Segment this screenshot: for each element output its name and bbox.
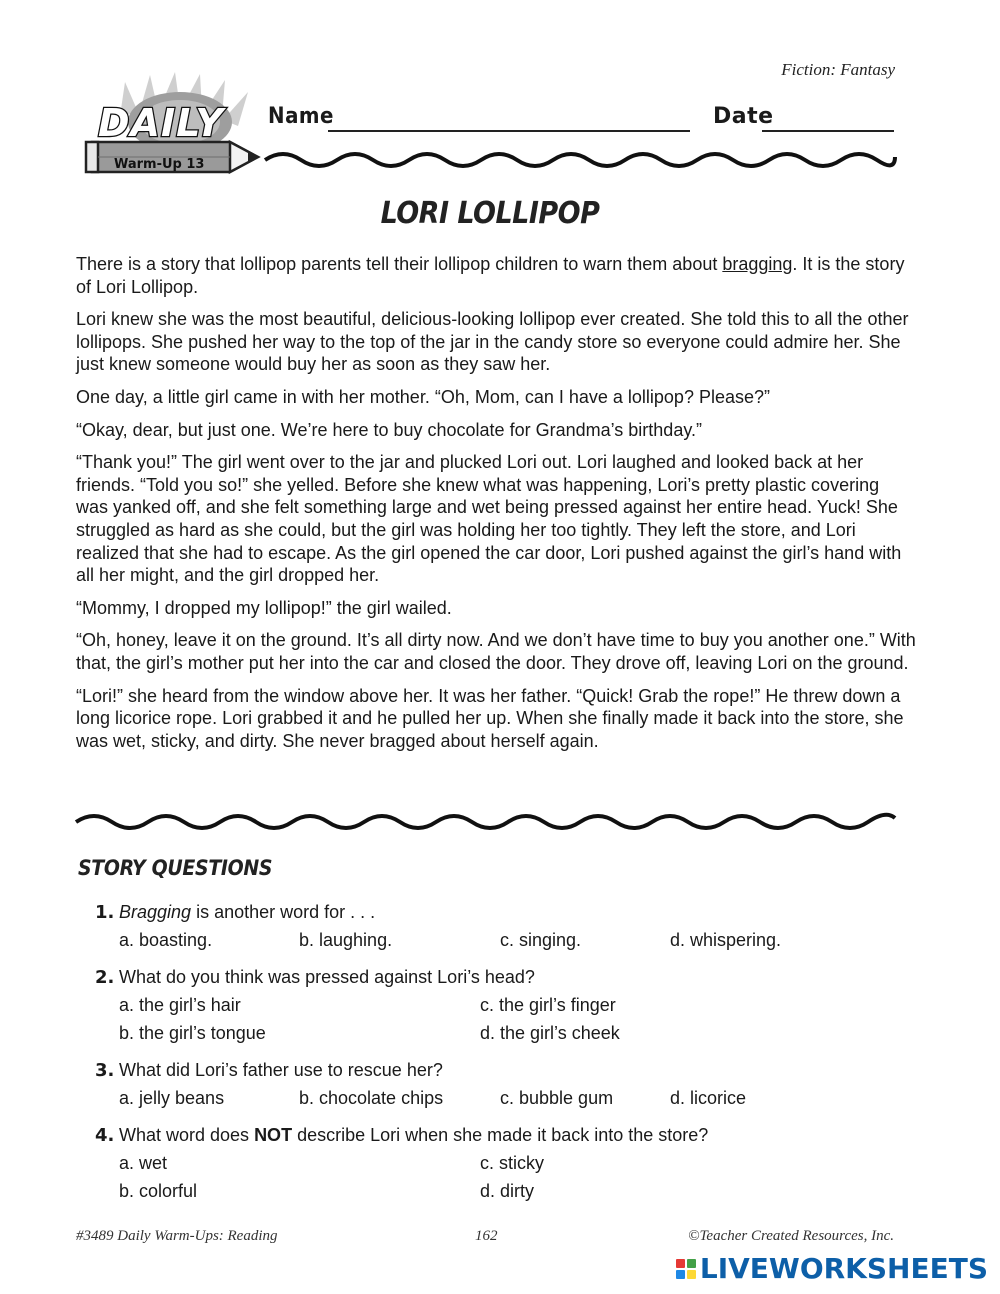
question-number: 1. <box>95 902 115 923</box>
story-paragraph: “Okay, dear, but just one. We’re here to buy chocolate for Grandma’s birthday.” <box>76 419 702 440</box>
date-label: Date <box>713 104 774 129</box>
genre-label: Fiction: Fantasy <box>781 60 895 79</box>
liveworksheets-logo-icon <box>676 1259 696 1279</box>
question-number: 2. <box>95 967 115 988</box>
answer-option[interactable]: c. the girl’s finger <box>480 995 616 1015</box>
story-paragraph: Lori knew she was the most beautiful, delicious-looking lollipop ever created. She told this to all the other lollipops. She pushed her way to the top of the jar in the candy store so everyone could admire her. She just knew someone would buy her as soon as they saw her. <box>76 309 909 375</box>
answer-option[interactable]: d. dirty <box>480 1181 535 1201</box>
answer-option[interactable]: a. wet <box>119 1153 168 1173</box>
answer-option[interactable]: b. chocolate chips <box>299 1088 444 1108</box>
question-text: What do you think was pressed against Lori’s head? <box>119 967 535 987</box>
name-input-line[interactable] <box>328 130 690 132</box>
answer-option[interactable]: c. singing. <box>500 930 582 950</box>
watermark-text: LIVEWORKSHEETS <box>699 1252 988 1285</box>
question-text: What did Lori’s father use to rescue her? <box>119 1060 443 1080</box>
answer-option[interactable]: d. whispering. <box>670 930 782 950</box>
answer-option[interactable]: c. sticky <box>480 1153 545 1173</box>
answer-option[interactable]: c. bubble gum <box>500 1088 614 1108</box>
story-paragraph: “Lori!” she heard from the window above her. It was her father. “Quick! Grab the rope!” He threw down a long licorice rope. Lori grabbed it and he pulled her up. When she finally made it back into the store, she was wet, sticky, and dirty. She never bragged about herself again. <box>76 685 904 751</box>
footer-book-title: #3489 Daily Warm-Ups: Reading <box>76 1228 278 1244</box>
footer-page-number: 162 <box>475 1228 498 1244</box>
questions-wave-divider <box>0 808 1000 838</box>
question-text: Bragging is another word for . . . <box>119 902 376 922</box>
story-body <box>76 253 916 762</box>
question-text: What word does NOT describe Lori when she made it back into the store? <box>119 1125 709 1145</box>
questions-heading: STORY QUESTIONS <box>78 856 273 880</box>
story-paragraph: “Mommy, I dropped my lollipop!” the girl wailed. <box>76 597 452 618</box>
header-wave-divider <box>0 145 1000 175</box>
question-number: 4. <box>95 1125 115 1146</box>
story-paragraph: “Oh, honey, leave it on the ground. It’s all dirty now. And we don’t have time to buy you another one.” With that, the girl’s mother put her into the car and closed the door. They drove off, leaving Lori on the ground. <box>76 630 916 673</box>
answer-option[interactable]: b. colorful <box>119 1181 198 1201</box>
story-paragraph: “Thank you!” The girl went over to the jar and plucked Lori out. Lori laughed and looked back at her friends. “Told you so!” she yelled. Before she knew what was happening, Lori’s pretty plastic covering was yanked off, and she felt something large and wet being pressed against her entire head. Yuck! She struggled as hard as she could, but the girl was holding her too tightly. They left the store, and Lori realized that she had to escape. As the girl opened the car door, Lori pushed against the girl’s hand with all her might, and the girl dropped her. <box>76 452 902 586</box>
answer-option[interactable]: d. the girl’s cheek <box>480 1023 620 1043</box>
date-input-line[interactable] <box>762 130 894 132</box>
footer-copyright: ©Teacher Created Resources, Inc. <box>688 1228 894 1244</box>
story-paragraph: There is a story that lollipop parents tell their lollipop children to warn them about bragging. It is the story of Lori Lollipop. <box>76 254 905 297</box>
answer-option[interactable]: b. the girl’s tongue <box>119 1023 266 1043</box>
answer-option[interactable]: a. boasting. <box>119 930 213 950</box>
vocab-word: bragging <box>722 254 793 274</box>
answer-option[interactable]: d. licorice <box>670 1088 747 1108</box>
name-label: Name <box>268 104 334 129</box>
story-title: LORI LOLLIPOP <box>380 196 600 231</box>
logo-word: DAILY <box>98 101 224 145</box>
story-paragraph: One day, a little girl came in with her mother. “Oh, Mom, can I have a lollipop? Please?” <box>76 386 770 407</box>
logo-sub-text: Warm-Up 13 <box>114 157 205 172</box>
answer-option[interactable]: a. the girl’s hair <box>119 995 241 1015</box>
question-number: 3. <box>95 1060 115 1081</box>
liveworksheets-watermark <box>676 1252 988 1285</box>
answer-option[interactable]: b. laughing. <box>299 930 393 950</box>
answer-option[interactable]: a. jelly beans <box>119 1088 225 1108</box>
